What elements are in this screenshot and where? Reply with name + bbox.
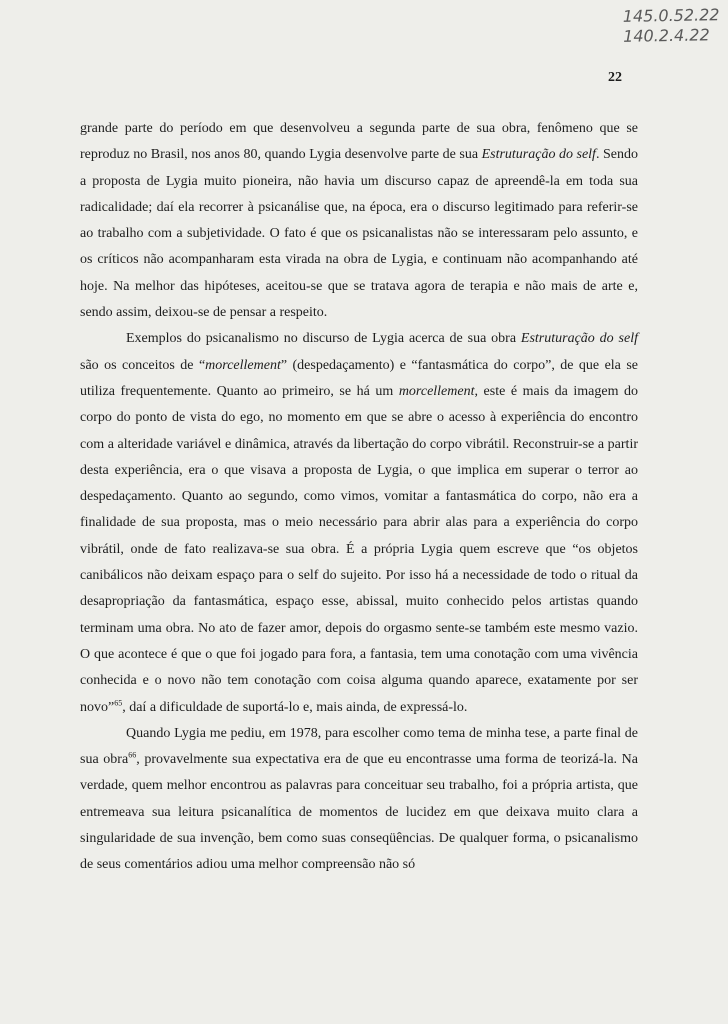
text-run: , provavelmente sua expectativa era de que eu encontrasse uma forma de teorizá-la. Na verdade, quem melhor encontrou as palavras para conceituar seu trabalho, foi a própria artista, que entremeava sua leitura psicanalítica de momentos de lucidez em que deixava muito clara a singularidade de sua invenção, bem como suas conseqüências. De qualquer forma, o psicanalismo de seus comentários adiou uma melhor compreensão não só	[80, 752, 638, 873]
italic-text: Estruturação do self	[520, 331, 638, 347]
italic-text: morcellement	[205, 357, 281, 373]
handwritten-annotation	[623, 5, 720, 47]
page-number: 22	[608, 70, 622, 85]
footnote-marker: 65	[114, 697, 123, 707]
text-run: ” (despedaçamento) e “fantasmática do corpo”, de que ela se utiliza frequentemente. Quanto ao primeiro, se há um	[80, 357, 638, 399]
text-run: . Sendo a proposta de Lygia muito pioneira, não havia um discurso capaz de apreendê-la em toda sua radicalidade; daí ela recorrer à psicanálise que, na época, era o discurso legitimado para referir-se ao trabalho com a subjetividade. O fato é que os psicanalistas não se interessaram pelo assunto, e os críticos não acompanharam esta virada na obra de Lygia, e continuam não acompanhando até hoje. Na melhor das hipóteses, aceitou-se que se tratava agora de terapia e não mais de arte e, sendo assim, deixou-se de pensar a respeito.	[80, 147, 638, 321]
footnote-marker: 66	[128, 750, 137, 760]
text-run: , este é mais da imagem do corpo do ponto de vista do ego, no momento em que se abre o acesso à experiência do encontro com a alteridade variável e dinâmica, através da libertação do corpo vibrátil. Reconstruir-se a partir desta experiência, era o que visava a proposta de Lygia, o que implica em superar o terror ao despedaçamento. Quanto ao segundo, como vimos, vomitar a fantasmática do corpo, não era a finalidade de sua proposta, mas o meio necessário para abrir alas para a experiência do corpo vibrátil, onde de fato realizava-se sua obra. É a própria Lygia quem escreve que “os objetos canibálicos não deixam espaço para o self do sujeito. Por isso há a necessidade de todo o ritual da desapropriação da fantasmática, espaço esse, abissal, muito conhecido pelos artistas quando terminam uma obra. No ato de fazer amor, depois do orgasmo sente-se também este mesmo vazio. O que acontece é que o que foi jogado para fora, a fantasia, tem uma conotação com uma vivência conhecida e o novo não tem conotação com coisa alguma quando aparece, exatamente por ser novo”	[80, 383, 638, 715]
handwritten-line-1: 145.0.52.22	[622, 5, 720, 26]
paragraph	[80, 116, 638, 326]
italic-text: Estruturação do self	[481, 147, 596, 163]
body-text	[80, 116, 638, 879]
text-run: são os conceitos de “	[80, 357, 206, 373]
text-run: grande parte do período em que desenvolveu a segunda parte de sua obra, fenômeno que se reproduz no Brasil, nos anos 80, quando Lygia desenvolve parte de sua	[80, 121, 638, 163]
text-run: , daí a dificuldade de suportá-lo e, mais ainda, de expressá-lo.	[122, 699, 468, 715]
text-run: Quando Lygia me pediu, em 1978, para escolher como tema de minha tese, a parte final de sua obra	[80, 725, 638, 768]
text-run: Exemplos do psicanalismo no discurso de Lygia acerca de sua obra	[126, 331, 521, 347]
handwritten-line-2: 140.2.4.22	[623, 25, 711, 46]
italic-text: morcellement	[398, 383, 475, 399]
paragraph	[80, 326, 638, 720]
paragraph	[80, 721, 638, 879]
